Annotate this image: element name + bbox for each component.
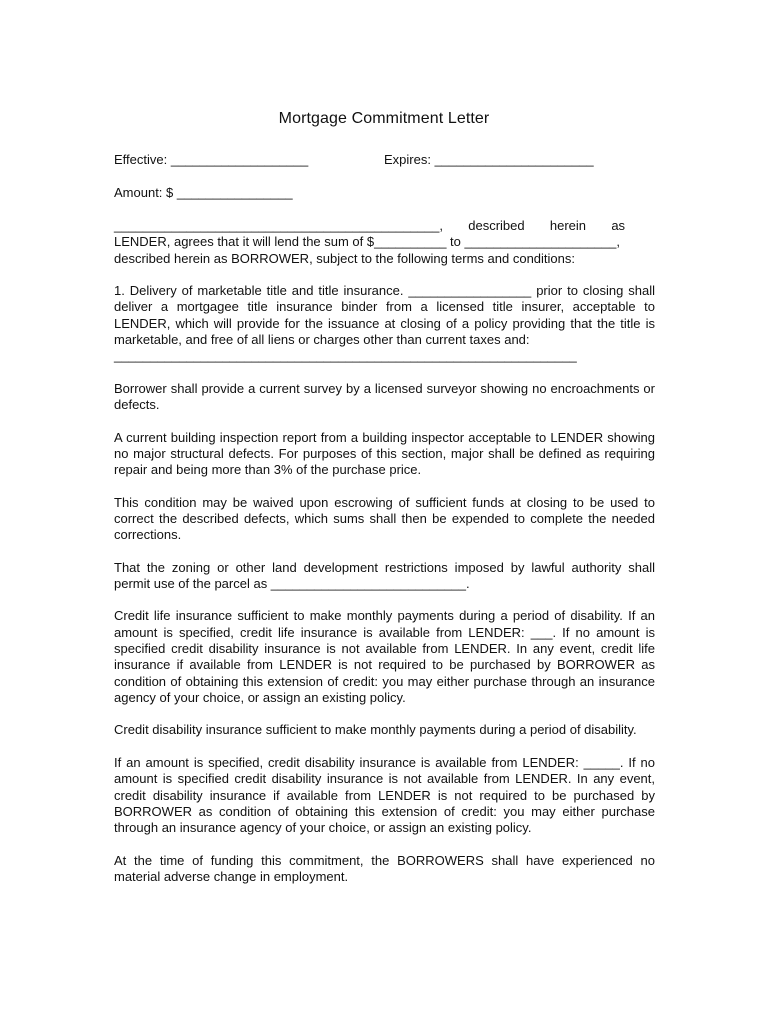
effective-field: Effective: ___________________ [114,152,309,167]
intro-line-2: LENDER, agrees that it will lend the sum of $__________ to _____________________, [114,234,620,250]
condition-title-insurance [114,283,655,364]
intro-line-1: _____________________________________________, described herein as [114,218,626,233]
condition-zoning: That the zoning or other land development restrictions imposed by lawful authority shall permit use of the parcel as ___________________________. [114,559,655,591]
condition-employment: At the time of funding this commitment, the BORROWERS shall have experienced no material adverse change in employment. [114,852,655,884]
title-insurance-text: 1. Delivery of marketable title and title insurance. _________________ prior to closing shall deliver a mortgagee title insurance binder from a licensed title insurer, acceptable to LENDER, which will provide for the issuance at closing of a policy providing that the title is marketable, and free of all liens or charges other than current taxes and: [114,283,655,347]
amount-row [114,185,655,202]
condition-inspection: A current building inspection report from a building inspector acceptable to LENDER showing no major structural defects. For purposes of this section, major shall be defined as requiring repair and being more than 3% of the purchase price. [114,429,655,478]
document-body [114,152,655,901]
document-title: Mortgage Commitment Letter [278,110,490,127]
expires-field: Expires: ______________________ [384,152,594,167]
intro-paragraph [114,218,655,267]
intro-line-3: described herein as BORROWER, subject to the following terms and conditions: [114,250,575,266]
condition-credit-disability-availability: If an amount is specified, credit disability insurance is available from LENDER: _____. If no amount is specified credit disability insurance is not available from LENDER. In any event, credit disability insurance if available from LENDER is not required to be purchased by BORROWER as condition of obtaining this extension of credit: you may either purchase through an insurance agency of your choice, or assign an existing policy. [114,754,655,836]
condition-survey: Borrower shall provide a current survey by a licensed surveyor showing no encroachments or defects. [114,380,655,413]
dates-row [114,152,655,169]
condition-credit-life-insurance: Credit life insurance sufficient to make monthly payments during a period of disability. If an amount is specified, credit life insurance is available from LENDER: ___. If no amount is specified credit disability insurance is not available from LENDER. In any event, credit life insurance if available from LENDER is not required to be purchased by BORROWER as condition of obtaining this extension of credit: you may either purchase through an insurance agency of your choice, or assign an existing policy. [114,608,655,705]
condition-credit-disability-insurance: Credit disability insurance sufficient to make monthly payments during a period of disability. [114,722,637,738]
condition-escrow-waiver: This condition may be waived upon escrowing of sufficient funds at closing to be used to correct the described defects, which sums shall then be expended to complete the needed corrections. [114,494,655,543]
title-insurance-blank: ________________________________________________________________ [114,348,577,364]
amount-field: Amount: $ ________________ [114,185,293,200]
